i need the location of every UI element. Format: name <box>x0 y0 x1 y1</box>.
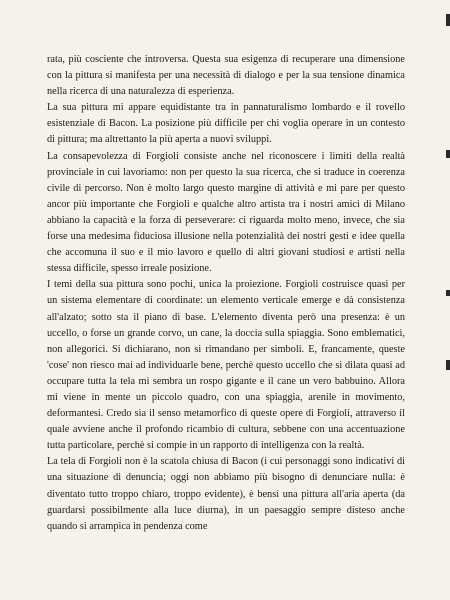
page-edge-mark <box>446 14 450 26</box>
paragraph-2: La sua pittura mi appare equidistante tra in pannaturalismo lombardo e il rovello esistenziale di Bacon. La posizione più difficile per chi voglia operare in un contesto di pittura; ma altrettanto la più aperta a nuovi sviluppi. <box>47 102 405 146</box>
paragraph-1: rata, più cosciente che introversa. Questa sua esigenza di recuperare una dimensione con la pittura si manifesta per una necessità di dialogo e per la sua tensione dinamica nella ricerca di una naturalezza di esperienza. <box>47 54 405 98</box>
paragraph-5: La tela di Forgioli non è la scatola chiusa di Bacon (i cui personaggi sono indicativi di una situazione di denuncia; oggi non abbiamo più bisogno di denunciare nulla: è diventato tutto troppo chiaro, troppo evidente), è bensì una pittura all'aria aperta (da guardarsi possibilmente alla luce diurna), in un paesaggio sempre disteso anche quando si arrampica in pendenza come <box>47 456 405 532</box>
paragraph-3: La consapevolezza di Forgioli consiste anche nel riconoscere i limiti della realtà provinciale in cui lavoriamo: non per questo la sua ricerca, che si traduce in coerenza civile di percorso. Non è molto largo questo margine di attività e mi pare per questo ancor più importante che Forgioli e qualche altro artista tra i nostri amici di Milano abbiano la capacità e la forza di perseverare: ci riguarda molto meno, invece, che sia forse una medesima fiduciosa illusione nella potenzialità dei nostri gesti e idee quella che accomuna il suo e il mio lavoro e quello di altri giovani studiosi e artisti nella stessa difficile, spesso irreale posizione. <box>47 150 405 275</box>
page-edge-mark <box>446 150 450 158</box>
paragraph-4: I temi della sua pittura sono pochi, unica la proiezione. Forgioli costruisce quasi per un sistema elementare di coordinate: un elemento verticale emerge e dà consistenza all'alzato; sotto sta il piano di base. L'elemento diventa però una presenza: è un uccello, o forse un grande corvo, un cane, la doccia sulla spiaggia. Sono emblematici, non allegorici. Si dichiarano, non si rimandano per simboli. E, francamente, queste 'cose' non riesco mai ad individuarle bene, perchè questo uccello che si dilata quasi ad occupare tutta la tela mi sembra un rospo gigante e il cane un vero babbuino. Allora mi viene in mente un piccolo quadro, con una spiaggia, arenile in movimento, deformantesi. Credo sia il senso metamorfico di queste opere di Forgioli, attraverso il quale avviene anche il profondo ricambio di cultura, sebbene con una accentuazione tutta particolare, perchè si compie in un rapporto di intelligenza con la realtà. <box>47 279 405 452</box>
page-edge-mark <box>446 290 450 296</box>
body-text <box>47 52 405 535</box>
page-edge-mark <box>446 360 450 370</box>
